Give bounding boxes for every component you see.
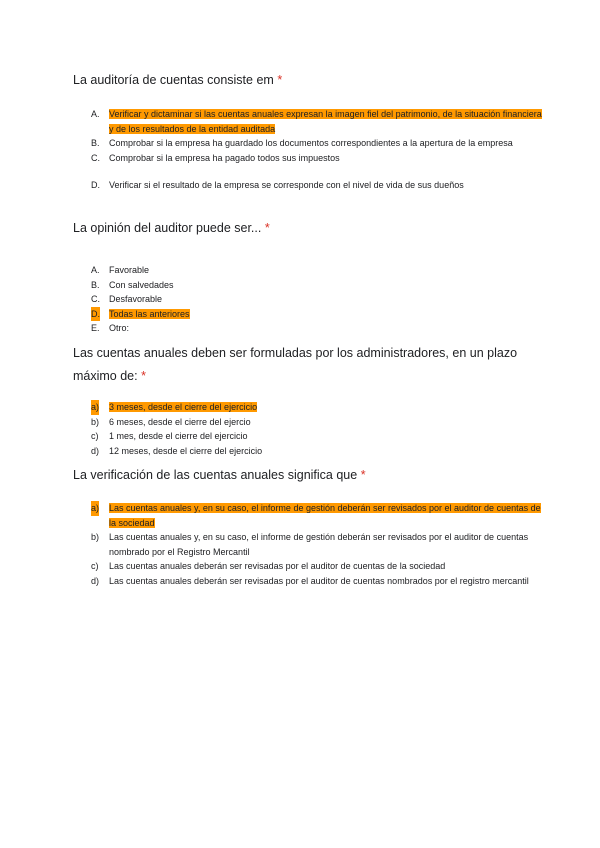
option-marker: D. (91, 180, 100, 190)
option-marker: B. (91, 279, 100, 290)
question-3-options (73, 400, 543, 458)
option-3a[interactable] (73, 400, 543, 415)
option-text: Comprobar si la empresa ha pagado todos sus impuestos (109, 152, 340, 163)
option-1d[interactable] (73, 178, 543, 193)
option-2d[interactable] (73, 307, 543, 322)
option-1b[interactable] (73, 136, 543, 151)
option-marker: b) (91, 416, 100, 427)
question-2-title: La opinión del auditor puede ser... * (73, 221, 270, 235)
option-marker: D. (91, 307, 100, 322)
option-text: Con salvedades (109, 279, 174, 290)
option-marker: A. (91, 109, 100, 119)
required-mark: * (277, 73, 283, 87)
option-text: Las cuentas anuales deberán ser revisadas por el auditor de cuentas nombrados por el registro mercantil (109, 575, 529, 586)
question-1 (73, 70, 543, 190)
option-2c[interactable] (73, 292, 543, 307)
option-1c[interactable] (73, 151, 543, 166)
required-mark: * (264, 221, 270, 235)
option-marker: b) (91, 532, 100, 542)
option-text: Verificar si el resultado de la empresa se corresponde con el nivel de vida de sus dueños (109, 180, 464, 190)
option-3d[interactable] (73, 444, 543, 459)
option-3c[interactable] (73, 429, 543, 444)
option-marker: E. (91, 323, 100, 333)
option-4a[interactable] (73, 501, 543, 530)
option-text: Comprobar si la empresa ha guardado los documentos correspondientes a la apertura de la empresa (109, 138, 513, 148)
question-4-title: La verificación de las cuentas anuales significa que * (73, 468, 366, 482)
option-text: Las cuentas anuales y, en su caso, el informe de gestión deberán ser revisados por el auditor de cuentas de la sociedad (109, 503, 541, 528)
question-4-options (73, 501, 543, 588)
option-4b[interactable] (73, 530, 543, 559)
option-4c[interactable] (73, 559, 543, 574)
question-1-title: La auditoría de cuentas consiste em * (73, 73, 283, 87)
option-text: Favorable (109, 265, 150, 275)
option-text: Todas las anteriores (109, 308, 190, 319)
option-3b[interactable] (73, 415, 543, 430)
option-2e[interactable] (73, 321, 543, 336)
option-text: 3 meses, desde el cierre del ejercicio (109, 402, 258, 412)
question-2-options (73, 263, 543, 336)
required-mark: * (360, 468, 366, 482)
option-marker: c) (91, 561, 99, 571)
question-4 (73, 465, 543, 586)
option-text: Otro: (109, 323, 130, 333)
option-marker: C. (91, 294, 100, 304)
option-text: Las cuentas anuales y, en su caso, el informe de gestión deberán ser revisados por el auditor de cuentas nombrado por el Registro Mercantil (109, 532, 529, 557)
option-marker: a) (91, 501, 99, 516)
option-text: 12 meses, desde el cierre del ejercicio (109, 445, 263, 456)
option-marker: c) (91, 431, 99, 441)
option-text: Verificar y dictaminar si las cuentas anuales expresan la imagen fiel del patrimonio, de la situación financiera y de los resultados de la entidad auditada (109, 109, 542, 134)
option-marker: a) (91, 400, 99, 415)
required-mark: * (141, 369, 146, 383)
option-4d[interactable] (73, 574, 543, 589)
option-1a[interactable] (73, 107, 543, 136)
option-marker: A. (91, 265, 100, 275)
option-marker: d) (91, 445, 100, 456)
option-2a[interactable] (73, 263, 543, 278)
question-3 (73, 342, 543, 456)
question-1-options (73, 107, 543, 193)
option-text: Las cuentas anuales deberán ser revisadas por el auditor de cuentas de la sociedad (109, 561, 446, 571)
option-text: Desfavorable (109, 294, 163, 304)
question-3-title: Las cuentas anuales deben ser formuladas por los administradores, en un plazo máximo de: * (73, 346, 518, 383)
option-text: 6 meses, desde el cierre del ejercio (109, 416, 251, 427)
option-marker: d) (91, 575, 100, 586)
option-marker: B. (91, 138, 100, 148)
option-2b[interactable] (73, 278, 543, 293)
option-text: 1 mes, desde el cierre del ejercicio (109, 431, 248, 441)
question-2 (73, 218, 543, 333)
option-marker: C. (91, 152, 100, 163)
